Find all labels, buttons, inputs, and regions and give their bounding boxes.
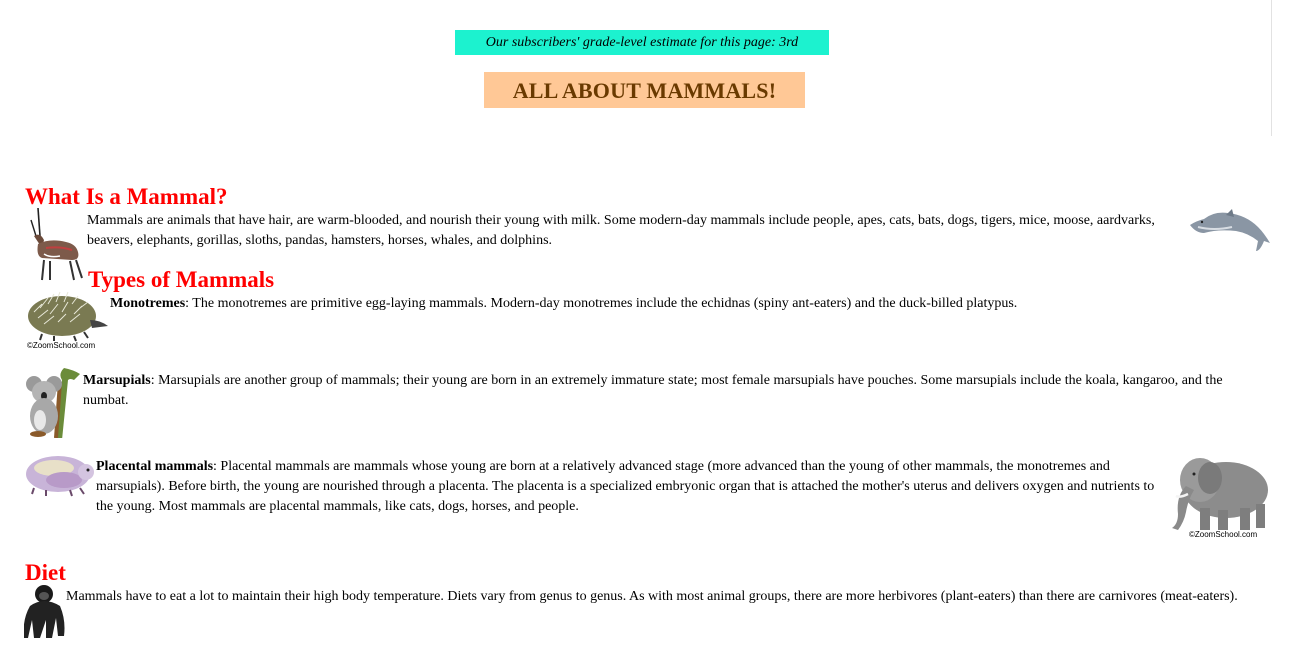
heading-diet: Diet: [25, 560, 66, 585]
placental-text: : Placental mammals are mammals whose young are born at a relatively advanced stage (more advanced than the young of other mammals, the monotremes and marsupials). Before birth, the young are nourished through a placenta. The placenta is a specialized embryonic organ that is attached the mother's uterus and delivers oxygen and nutrients to the young. Most mammals are placental mammals, like cats, dogs, horses, and people.: [96, 459, 1155, 514]
gorilla-icon: [24, 584, 66, 638]
marsupials-paragraph: [83, 371, 1258, 411]
marsupials-term: Marsupials: [83, 373, 151, 388]
echidna-credit: ©ZoomSchool.com: [27, 341, 96, 350]
dolphin-icon: [1188, 207, 1272, 255]
diet-text: Mammals have to eat a lot to maintain their high body temperature. Diets vary from genus to genus. As with most animal groups, there are more herbivores (plant-eaters) than there are carnivores (meat-eaters).: [66, 589, 1238, 604]
page-title: ALL ABOUT MAMMALS!: [484, 72, 805, 108]
hamster-icon: [24, 452, 94, 498]
page-edge-line: [1271, 0, 1272, 136]
placental-paragraph: [96, 457, 1164, 517]
heading-types-of-mammals: Types of Mammals: [88, 267, 275, 292]
placental-term: Placental mammals: [96, 459, 214, 474]
monotremes-paragraph: [110, 294, 1260, 314]
monotremes-text: : The monotremes are primitive egg-laying mammals. Modern-day monotremes include the echidnas (spiny ant-eaters) and the duck-billed platypus.: [185, 296, 1018, 311]
what-is-mammal-text: Mammals are animals that have hair, are warm-blooded, and nourish their young with milk. Some modern-day mammals include people, apes, cats, bats, dogs, tigers, mice, moose, aardvarks, beavers, elephants, gorillas, sloths, pandas, hamsters, horses, whales, and dolphins.: [87, 213, 1155, 248]
antelope-icon: [24, 206, 86, 282]
echidna-icon: [24, 290, 110, 342]
koala-icon: [24, 368, 82, 438]
marsupials-text: : Marsupials are another group of mammals; their young are born in an extremely immature state; most female marsupials have pouches. Some marsupials include the koala, kangaroo, and the numbat.: [83, 373, 1223, 408]
elephant-icon: [1170, 452, 1274, 534]
heading-what-is-a-mammal: What Is a Mammal?: [25, 184, 228, 209]
grade-level-banner: Our subscribers' grade-level estimate for this page: 3rd: [455, 30, 829, 55]
elephant-credit: ©ZoomSchool.com: [1189, 530, 1258, 539]
monotremes-term: Monotremes: [110, 296, 186, 311]
